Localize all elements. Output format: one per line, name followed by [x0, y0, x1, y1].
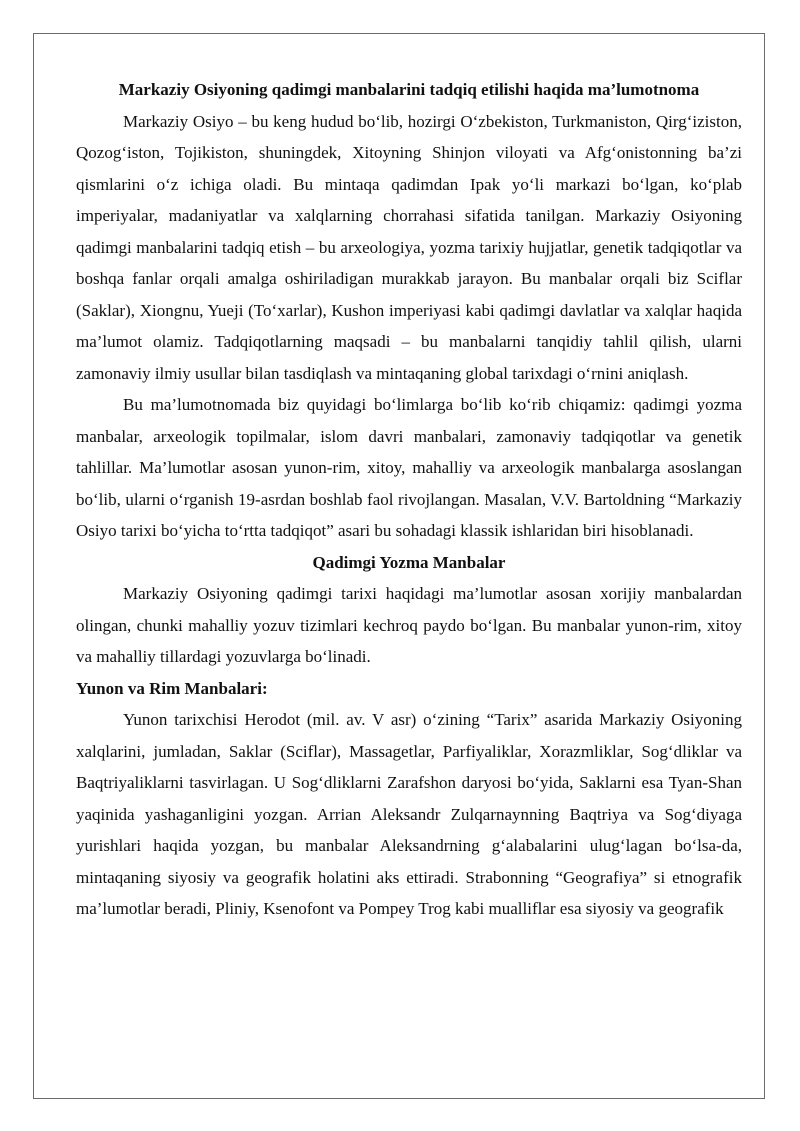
intro-paragraph-1: Markaziy Osiyo – bu keng hudud bo‘lib, hozirgi O‘zbekiston, Turkmaniston, Qirg‘iziston, Qozog‘iston, Tojikiston, shuningdek, Xitoyning Shinjon viloyati va Afg‘onistonning ba’zi qismlarini o‘z ichiga oladi. Bu mintaqa qadimdan Ipak yo‘li markazi bo‘lgan, ko‘plab imperiyalar, madaniyatlar va xalqlarning chorrahasi sifatida tanilgan. Markaziy Osiyoning qadimgi manbalarini tadqiq etish – bu arxeologiya, yozma tarixiy hujjatlar, genetik tadqiqotlar va boshqa fanlar orqali amalga oshiriladigan murakkab jarayon. Bu manbalar orqali biz Sciflar (Saklar), Xiongnu, Yueji (To‘xarlar), Kushon imperiyasi kabi qadimgi davlatlar va xalqlar haqida ma’lumot olamiz. Tadqiqotlarning maqsadi – bu manbalarni tanqidiy tahlil qilish, ularni zamonaviy ilmiy usullar bilan tasdiqlash va mintaqaning global tarixdagi o‘rnini aniqlash. [76, 111, 742, 383]
section-heading: Qadimgi Yozma Manbalar [312, 552, 506, 572]
subsection-paragraph: Yunon tarixchisi Herodot (mil. av. V asr) o‘zining “Tarix” asarida Markaziy Osiyoning xalqlarini, jumladan, Saklar (Sciflar), Massagetlar, Parfiyaliklar, Xorazmliklar, Sog‘dliklar va Baqtriyaliklarni tasvirlagan. U Sog‘dliklarni Zarafshon daryosi bo‘yida, Saklarni esa Tyan-Shan yaqinida yashaganligini yozgan. Arrian Aleksandr Zulqarnaynning Baqtriya va Sog‘diyaga yurishlari haqida yozgan, bu manbalar Aleksandrning g‘alabalarini ulug‘lagan bo‘lsa-da, mintaqaning siyosiy va geografik holatini aks ettiradi. Strabonning “Geografiya” si etnografik ma’lumotlar beradi, Pliniy, Ksenofont va Pompey Trog kabi mualliflar esa siyosiy va geografik [76, 710, 742, 918]
document-title: Markaziy Osiyoning qadimgi manbalarini tadqiq etilishi haqida ma’lumotnoma [118, 80, 700, 99]
document-body [76, 74, 742, 925]
intro-paragraph-2: Bu ma’lumotnomada biz quyidagi bo‘limlarga bo‘lib ko‘rib chiqamiz: qadimgi yozma manbalar, arxeologik topilmalar, islom davri manbalari, zamonaviy tadqiqotlar va genetik tahlillar. Ma’lumotlar asosan yunon-rim, xitoy, mahalliy va arxeologik manbalarga asoslangan bo‘lib, ularni o‘rganish 19-asrdan boshlab faol rivojlangan. Masalan, V.V. Bartoldning “Markaziy Osiyo tarixi bo‘yicha to‘rtta tadqiqot” asari bu sohadagi klassik ishlaridan biri hisoblanadi. [76, 395, 742, 540]
subsection-heading: Yunon va Rim Manbalari: [76, 678, 268, 698]
section-paragraph: Markaziy Osiyoning qadimgi tarixi haqidagi ma’lumotlar asosan xorijiy manbalardan olingan, chunki mahalliy yozuv tizimlari kechroq paydo bo‘lgan. Bu manbalar yunon-rim, xitoy va mahalliy tillardagi yozuvlarga bo‘linadi. [76, 584, 742, 666]
